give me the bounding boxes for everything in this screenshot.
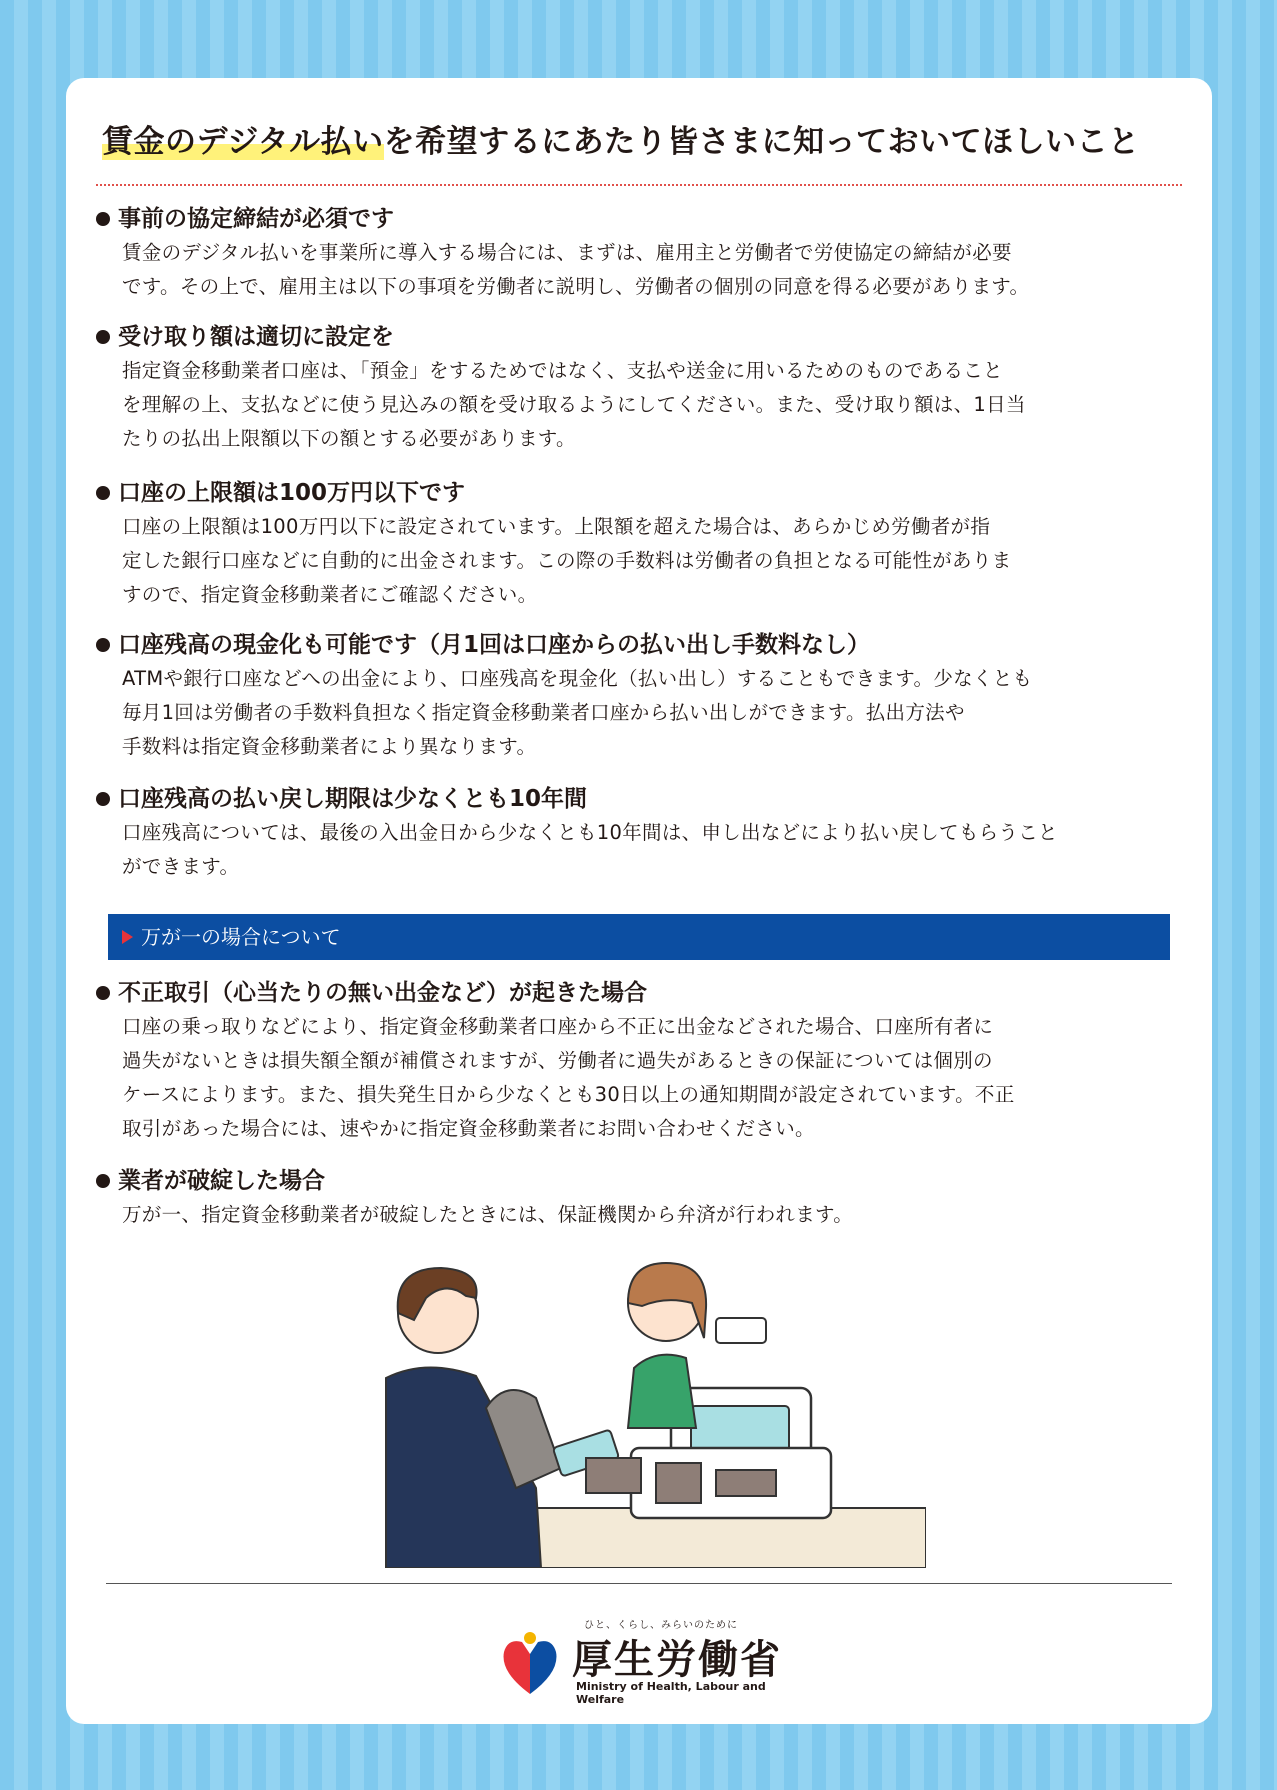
checkout-illustration bbox=[366, 1258, 926, 1568]
body-line: たりの払出上限額以下の額とする必要があります。 bbox=[122, 427, 576, 450]
bullet-icon bbox=[96, 486, 110, 500]
section-body bbox=[96, 236, 1186, 304]
section-body bbox=[96, 816, 1186, 884]
body-line: 賃金のデジタル払いを事業所に導入する場合には、まずは、雇用主と労働者で労使協定の締結が必要 bbox=[122, 241, 1012, 264]
logo-english: Ministry of Health, Labour and Welfare bbox=[576, 1680, 766, 1706]
section-account-limit bbox=[96, 478, 1186, 612]
bullet-icon bbox=[96, 212, 110, 226]
section-heading: 口座残高の現金化も可能です（月1回は口座からの払い出し手数料なし） bbox=[118, 632, 871, 658]
section-cash-withdrawal bbox=[96, 630, 1186, 764]
emergency-banner bbox=[108, 914, 1170, 960]
body-line: 手数料は指定資金移動業者により異なります。 bbox=[122, 735, 537, 758]
bullet-icon bbox=[96, 1174, 110, 1188]
body-line: すので、指定資金移動業者にご確認ください。 bbox=[122, 583, 538, 606]
footer-divider bbox=[106, 1583, 1172, 1584]
title-rest: を希望するにあたり皆さまに知っておいてほしいこと bbox=[383, 124, 1140, 160]
body-line: を理解の上、支払などに使う見込みの額を受け取るようにしてください。また、受け取り額は、1日当 bbox=[122, 393, 1026, 416]
section-heading: 口座の上限額は100万円以下です bbox=[118, 480, 466, 506]
bullet-icon bbox=[96, 792, 110, 806]
body-line: 口座残高については、最後の入出金日から少なくとも10年間は、申し出などにより払い戻してもらうこと bbox=[122, 821, 1058, 844]
body-line: ATMや銀行口座などへの出金により、口座残高を現金化（払い出し）することもできます。少なくとも bbox=[122, 667, 1033, 690]
body-line: 取引があった場合には、速やかに指定資金移動業者にお問い合わせください。 bbox=[122, 1117, 815, 1140]
banner-label: 万が一の場合について bbox=[141, 925, 341, 949]
section-body bbox=[96, 1010, 1186, 1146]
body-line: です。その上で、雇用主は以下の事項を労働者に説明し、労働者の個別の同意を得る必要があります。 bbox=[122, 275, 1030, 298]
body-line: 口座の上限額は100万円以下に設定されています。上限額を超えた場合は、あらかじめ労働者が指 bbox=[122, 515, 991, 538]
section-heading: 事前の協定締結が必須です bbox=[118, 206, 394, 232]
section-agreement bbox=[96, 204, 1186, 304]
body-line: ケースによります。また、損失発生日から少なくとも30日以上の通知期間が設定されています。不正 bbox=[122, 1083, 1015, 1106]
bullet-icon bbox=[96, 330, 110, 344]
mhlw-logo bbox=[494, 1616, 814, 1706]
body-line: ができます。 bbox=[122, 855, 240, 878]
bullet-icon bbox=[96, 986, 110, 1000]
page-title bbox=[102, 116, 1182, 161]
body-line: 万が一、指定資金移動業者が破綻したときには、保証機関から弁済が行われます。 bbox=[122, 1203, 854, 1226]
section-heading: 業者が破綻した場合 bbox=[118, 1168, 325, 1194]
section-fraud bbox=[96, 978, 1186, 1146]
bullet-icon bbox=[96, 638, 110, 652]
body-line: 指定資金移動業者口座は、「預金」をするためではなく、支払や送金に用いるためのものであること bbox=[122, 359, 1003, 382]
title-divider bbox=[96, 184, 1182, 186]
section-body bbox=[96, 354, 1186, 456]
flyer-card bbox=[66, 78, 1212, 1724]
section-body bbox=[96, 662, 1186, 764]
section-refund-period bbox=[96, 784, 1186, 884]
title-highlight: 賃金のデジタル払い bbox=[102, 124, 384, 160]
body-line: 定した銀行口座などに自動的に出金されます。この際の手数料は労働者の負担となる可能性がありま bbox=[122, 549, 1012, 572]
body-line: 毎月1回は労働者の手数料負担なく指定資金移動業者口座から払い出しができます。払出方法や bbox=[122, 701, 965, 724]
logo-tagline: ひと、くらし、みらいのために bbox=[584, 1620, 738, 1631]
section-bankruptcy bbox=[96, 1166, 1186, 1232]
section-heading: 口座残高の払い戻し期限は少なくとも10年間 bbox=[118, 786, 588, 812]
section-body bbox=[96, 1198, 1186, 1232]
section-receive-amount bbox=[96, 322, 1186, 456]
section-heading: 受け取り額は適切に設定を bbox=[118, 324, 394, 350]
body-line: 口座の乗っ取りなどにより、指定資金移動業者口座から不正に出金などされた場合、口座所有者に bbox=[122, 1015, 994, 1038]
body-line: 過失がないときは損失額全額が補償されますが、労働者に過失があるときの保証については個別の bbox=[122, 1049, 993, 1072]
section-body bbox=[96, 510, 1186, 612]
triangle-right-icon bbox=[122, 930, 133, 944]
mhlw-emblem-icon bbox=[494, 1628, 566, 1700]
section-heading: 不正取引（心当たりの無い出金など）が起きた場合 bbox=[118, 980, 647, 1006]
logo-name: 厚生労働省 bbox=[572, 1636, 782, 1683]
